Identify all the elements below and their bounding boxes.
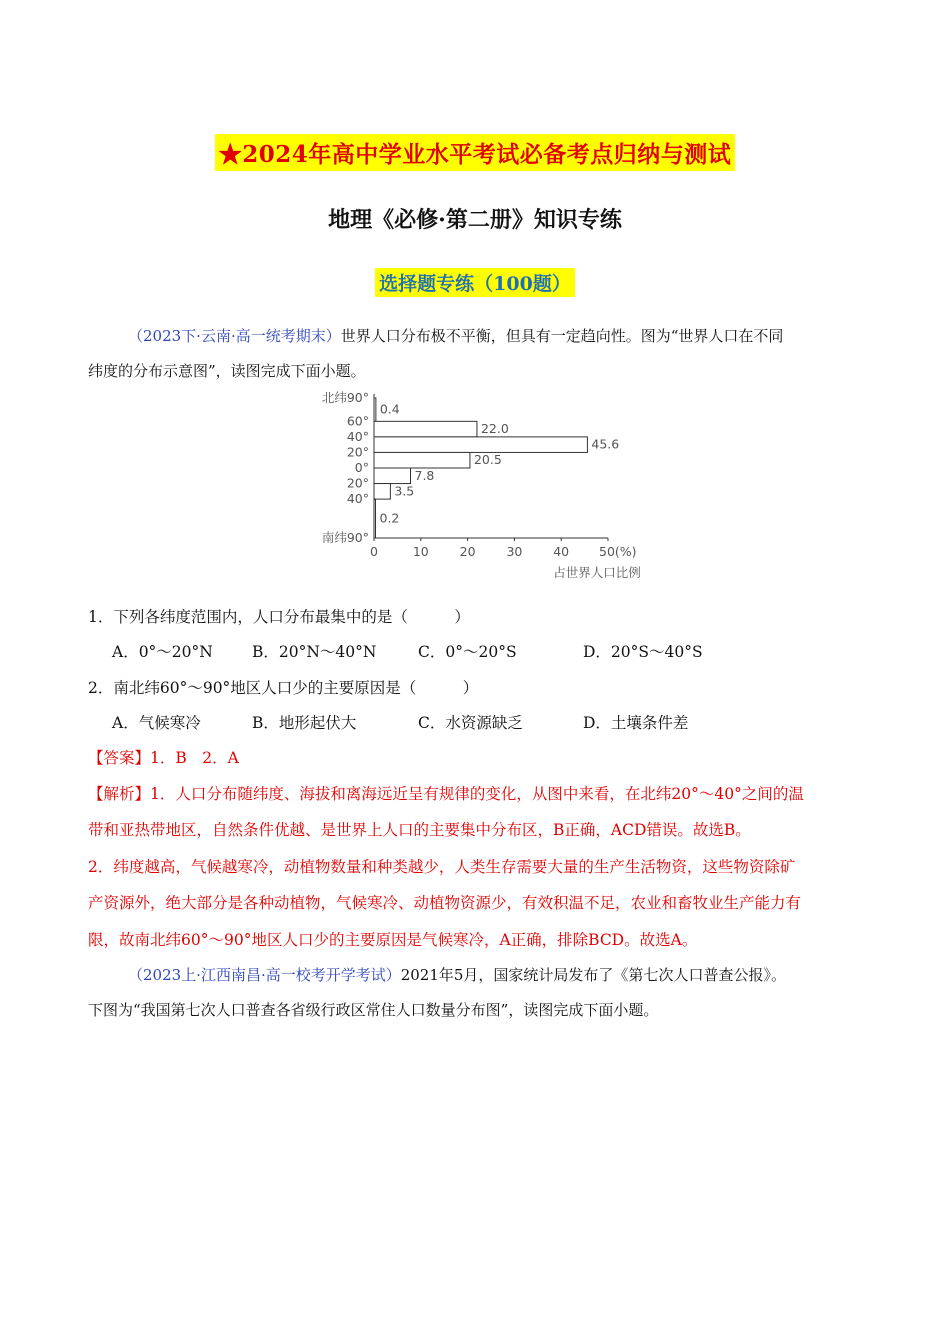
bar-label-3: 20.5 — [473, 452, 502, 468]
latitude-population-chart — [305, 388, 650, 588]
answer-line — [88, 746, 239, 768]
q1-option-d: D．20°S～40°S — [583, 643, 703, 661]
q2-option-c: C．水资源缺乏 — [418, 714, 523, 732]
analysis-line-1: 【解析】1．人口分布随纬度、海拔和离海远近呈有规律的变化，从图中来看，在北纬20°～40°之间的温 — [88, 785, 804, 803]
passage-2-line-2: 下图为“我国第七次人口普查各省级行政区常住人口数量分布图”，读图完成下面小题。 — [88, 1001, 659, 1019]
document-header — [0, 134, 950, 171]
y-tick-label-3: 20° — [346, 444, 369, 460]
x-tick-label-2: 20 — [459, 544, 476, 559]
x-axis-title: 占世界人口比例 — [553, 565, 641, 580]
q1-option-b: B．20°N～40°N — [252, 643, 377, 661]
bar-label-1: 22.0 — [480, 421, 509, 437]
question-1-stem: 1．下列各纬度范围内，人口分布最集中的是（ ） — [88, 608, 470, 626]
x-tick-label-5: 50(%) — [599, 544, 637, 559]
x-tick-label-3: 30 — [506, 544, 523, 559]
x-tick-label-0: 0 — [370, 544, 378, 559]
y-tick-label-6: 40° — [346, 491, 369, 507]
y-tick-label-5: 20° — [346, 475, 369, 491]
bar-4 — [374, 468, 411, 484]
y-tick-label-0: 北纬90° — [321, 390, 369, 405]
y-tick-label-1: 60° — [346, 413, 369, 429]
question-2-stem: 2．南北纬60°～90°地区人口少的主要原因是（ ） — [88, 679, 479, 697]
bar-label-2: 45.6 — [591, 436, 620, 452]
analysis-label: 【解析】 — [88, 785, 151, 803]
source-citation-2: （2023上·江西南昌·高一校考开学考试） — [128, 966, 401, 984]
q2-option-b: B．地形起伏大 — [252, 714, 357, 732]
bar-2 — [374, 437, 587, 453]
y-tick-label-2: 40° — [346, 428, 369, 444]
subtitle: 地理《必修·第二册》知识专练 — [328, 207, 622, 233]
analysis-line-4: 产资源外，绝大部分是各种动植物，气候寒冷、动植物资源少，有效积温不足，农业和畜牧业生产能力有 — [88, 894, 802, 912]
y-tick-label-7: 南纬90° — [321, 530, 369, 545]
passage-1-line-1: （2023下·云南·高一统考期末）世界人口分布极不平衡，但具有一定趋向性。图为“世界人口在不同 — [128, 327, 784, 345]
source-citation: （2023下·云南·高一统考期末） — [128, 327, 341, 345]
passage-2-line-1: （2023上·江西南昌·高一校考开学考试）2021年5月，国家统计局发布了《第七次人口普查公报》。 — [128, 966, 786, 984]
answer-text: 1．B 2．A — [150, 749, 239, 767]
bar-label-6: 0.2 — [379, 510, 400, 526]
y-tick-label-4: 0° — [354, 460, 369, 475]
passage-1-line-2: 纬度的分布示意图”，读图完成下面小题。 — [88, 362, 366, 380]
analysis-line-5: 限，故南北纬60°～90°地区人口少的主要原因是气候寒冷，A正确，排除BCD。故选A。 — [88, 931, 698, 949]
bar-6 — [374, 499, 376, 538]
bar-3 — [374, 452, 470, 468]
bar-5 — [374, 484, 390, 500]
q1-option-a: A．0°～20°N — [112, 643, 213, 661]
q2-option-a: A．气候寒冷 — [112, 714, 201, 732]
q2-option-d: D．土壤条件差 — [583, 714, 689, 732]
section-heading: 选择题专练（100题） — [0, 268, 950, 297]
star-icon: ★ — [218, 141, 243, 168]
bar-0 — [374, 398, 376, 421]
bar-label-4: 7.8 — [414, 467, 435, 483]
bar-label-5: 3.5 — [394, 483, 415, 499]
bar-1 — [374, 421, 477, 437]
x-tick-label-4: 40 — [553, 544, 570, 559]
analysis-line-3: 2．纬度越高，气候越寒冷，动植物数量和种类越少，人类生存需要大量的生产生活物资，这些物资除矿 — [88, 858, 796, 876]
x-tick-label-1: 10 — [412, 544, 429, 559]
main-title: ★2024年高中学业水平考试必备考点归纳与测试 — [215, 134, 736, 171]
answer-label: 【答案】 — [88, 749, 151, 767]
q1-option-c: C．0°～20°S — [418, 643, 517, 661]
analysis-line-2: 带和亚热带地区，自然条件优越、是世界上人口的主要集中分布区，B正确，ACD错误。故选B。 — [88, 821, 751, 839]
bar-label-0: 0.4 — [379, 401, 400, 417]
